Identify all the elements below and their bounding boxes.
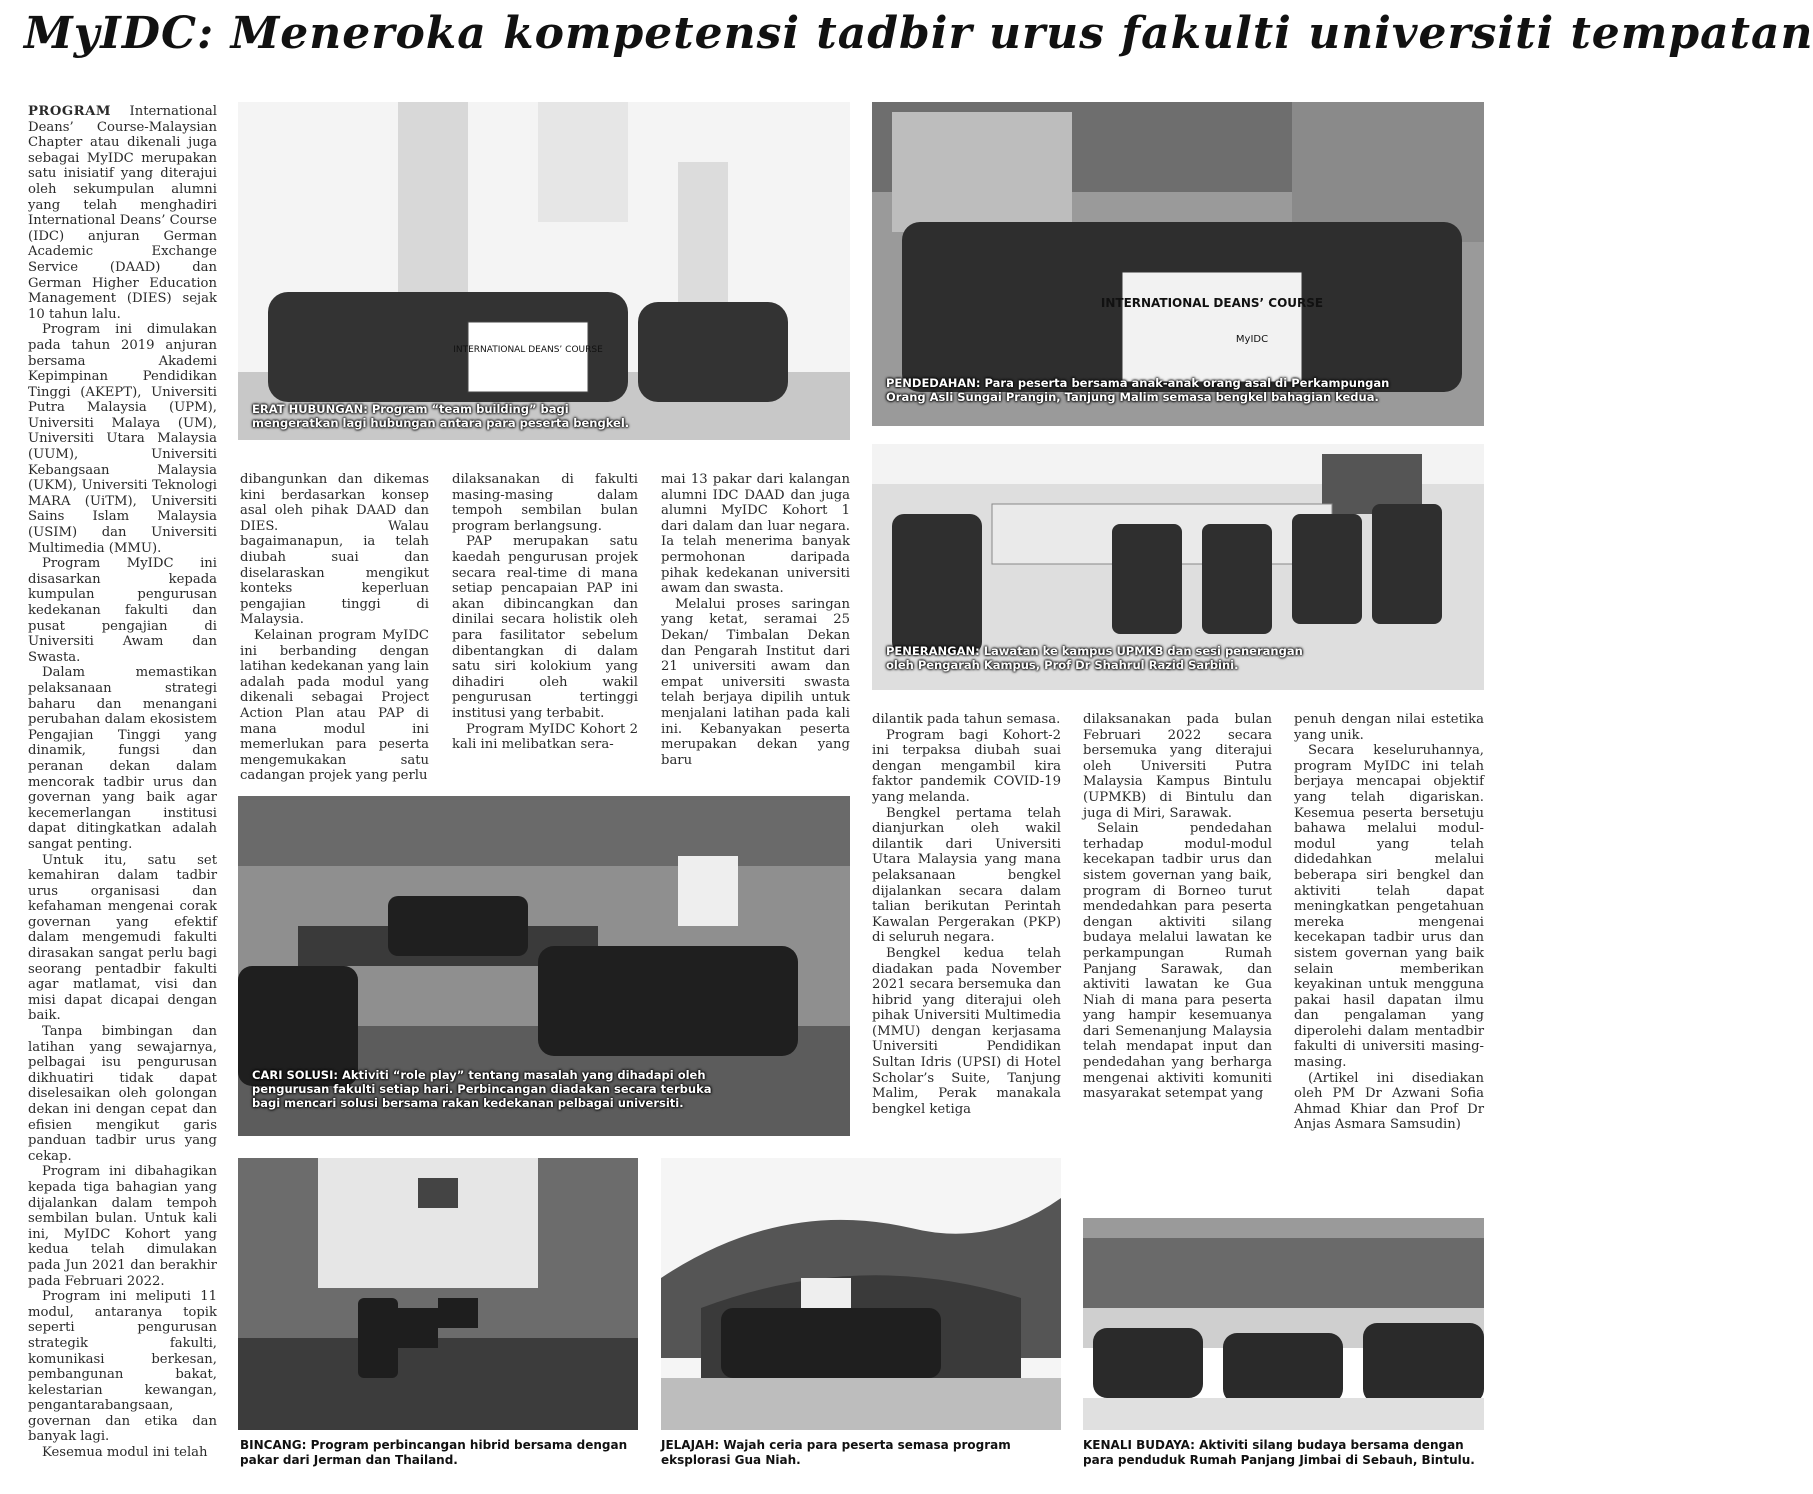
photo-orang-asli: [872, 102, 1484, 426]
article-column-6: [1083, 712, 1272, 1102]
article-text: Program bagi Kohort-2 ini terpaksa diubah suai dengan mengambil kira faktor pandemik COVID-19 yang melanda.: [872, 727, 1061, 805]
article-text: penuh dengan nilai estetika yang unik.: [1294, 712, 1484, 743]
article-paragraph: [240, 472, 429, 628]
article-text: Untuk itu, satu set kemahiran dalam tadbir urus organisasi dan kefahaman mengenai corak governan yang efektif dalam mengemudi fakulti dirasakan sangat perlu bagi seorang pentadbir fakulti agar matlamat, visi dan misi dapat dicapai dengan baik.: [28, 852, 217, 1024]
article-paragraph: [452, 534, 638, 721]
article-text: Bengkel kedua telah diadakan pada November 2021 secara bersemuka dan hibrid yang diterajui oleh pihak Universiti Multimedia (MMU) dengan kerjasama Universiti Pendidikan Sultan Idris (UPSI) di Hotel Scholar’s Suite, Tanjung Malim, Perak manakala bengkel ketiga: [872, 945, 1061, 1117]
photo-kampus-upmkb: [872, 444, 1484, 690]
article-paragraph: [28, 665, 217, 852]
article-text: Program ini meliputi 11 modul, antaranya topik seperti pengurusan strategik fakulti, komunikasi berkesan, pembangunan bakat, kelestarian kewangan, pengantarabangsaan, governan dan etika dan banyak lagi.: [28, 1289, 217, 1445]
caption-kenali-budaya: KENALI BUDAYA: Aktiviti silang budaya bersama dengan para penduduk Rumah Panjang Jimbai di Sebauh, Bintulu.: [1083, 1438, 1475, 1467]
article-text: Program ini dibahagikan kepada tiga bahagian yang dijalankan dalam tempoh sembilan bulan. Untuk kali ini, MyIDC Kohort yang kedua telah dimulakan pada Jun 2021 dan berakhir pada Februari 2022.: [28, 1164, 217, 1289]
article-text: Dalam memastikan pelaksanaan strategi baharu dan menangani perubahan dalam ekosistem Pengajian Tinggi yang dinamik, fungsi dan peranan dekan dalam mencorak tadbir urus dan governan yang baik agar kecemerlangan institusi dapat ditingkatkan adalah sangat penting.: [28, 665, 217, 852]
article-text: Secara keseluruhannya, program MyIDC ini telah berjaya mencapai objektif yang telah digariskan. Kesemua peserta bersetuju bahawa melalui modul-modul yang telah didedahkan melalui beberapa siri bengkel dan aktiviti telah dapat meningkatkan pengetahuan mereka mengenai kecekapan tadbir urus dan sistem governan yang baik selain memberikan keyakinan untuk mengguna pakai hasil dapatan ilmu dan pengalaman yang diperolehi dalam mentadbir fakulti di universiti masing-masing.: [1294, 743, 1484, 1071]
photo-rumah-panjang: [1083, 1158, 1484, 1430]
photo-gua-niah: [661, 1158, 1061, 1430]
caption-cari-solusi: CARI SOLUSI: Aktiviti “role play” tentang masalah yang dihadapi oleh pengurusan fakulti setiap hari. Perbincangan diadakan secara terbuka bagi mencari solusi bersama rakan kedekanan pelbagai universiti.: [252, 1068, 712, 1110]
article-paragraph: [1083, 821, 1272, 1102]
banner-text-1: INTERNATIONAL DEANS’ COURSE: [453, 345, 603, 355]
article-paragraph: [661, 597, 850, 769]
article-text: Program ini dimulakan pada tahun 2019 anjuran bersama Akademi Kepimpinan Pendidikan Tinggi (AKEPT), Universiti Putra Malaysia (UPM), Universiti Malaya (UM), Universiti Utara Malaysia (UUM), Universiti Kebangsaan Malaysia (UKM), Universiti Teknologi MARA (UiTM), Universiti Sains Islam Malaysia (USIM) dan Universiti Multimedia (MMU).: [28, 322, 217, 556]
banner-subtext-2: MyIDC: [1235, 334, 1269, 345]
article-text: Kesemua modul ini telah: [42, 1445, 208, 1461]
article-text: dilaksanakan pada bulan Februari 2022 secara bersemuka yang diterajui oleh Universiti Putra Malaysia Kampus Bintulu (UPMKB) di Bintulu dan juga di Miri, Sarawak.: [1083, 712, 1272, 821]
article-text: Melalui proses saringan yang ketat, seramai 25 Dekan/ Timbalan Dekan dan Pengarah Institut dari 21 universiti awam dan empat universiti swasta telah berjaya dipilih untuk menjalani latihan pada kali ini. Kebanyakan peserta merupakan dekan yang baru: [661, 596, 850, 768]
article-text: Selain pendedahan terhadap modul-modul kecekapan tadbir urus dan sistem governan yang baik, program di Borneo turut mendedahkan para peserta dengan aktiviti silang budaya melalui lawatan ke perkampungan Rumah Panjang Sarawak, dan aktiviti lawatan ke Gua Niah di mana para peserta yang hampir kesemuanya dari Semenanjung Malaysia telah mendapat input dan pendedahan yang berharga mengenai aktiviti komuniti masyarakat setempat yang: [1083, 821, 1272, 1102]
article-text: Tanpa bimbingan dan latihan yang sewajarnya, pelbagai isu pengurusan dikhuatiri tidak dapat diselesaikan oleh golongan dekan ini dengan cepat dan efisien mengikut garis panduan tadbir urus yang cekap.: [28, 1024, 217, 1164]
article-column-7: [1294, 712, 1484, 1133]
article-paragraph: [1083, 712, 1272, 821]
article-text: Program MyIDC Kohort 2 kali ini melibatkan sera-: [452, 721, 638, 753]
article-text: Kelainan program MyIDC ini berbanding dengan latihan kedekanan yang lain adalah pada modul yang dikenali sebagai Project Action Plan atau PAP di mana modul ini memerlukan para peserta mengemukakan satu cadangan projek yang perlu: [240, 627, 429, 784]
article-column-5: [872, 712, 1061, 1117]
article-column-1: [28, 104, 217, 1461]
caption-pendedahan: PENDEDAHAN: Para peserta bersama anak-anak orang asal di Perkampungan Orang Asli Sungai Prangin, Tanjung Malim semasa bengkel bahagian kedua.: [886, 376, 1390, 404]
banner-text-2: INTERNATIONAL DEANS’ COURSE: [1100, 296, 1324, 310]
article-paragraph: [452, 722, 638, 753]
article-paragraph: [661, 472, 850, 597]
article-paragraph: [28, 556, 217, 665]
article-text: dilantik pada tahun semasa.: [872, 712, 1061, 727]
article-text: Bengkel pertama telah dianjurkan oleh wakil dilantik dari Universiti Utara Malaysia yang mana pelaksanaan bengkel dijalankan secara dalam talian berikutan Perintah Kawalan Pergerakan (PKP) di seluruh negara.: [872, 805, 1061, 946]
article-text: Program MyIDC ini disasarkan kepada kumpulan pengurusan kedekanan fakulti dan pusat pengajian di Universiti Awam dan Swasta.: [28, 556, 217, 665]
article-text: dilaksanakan di fakulti masing-masing dalam tempoh sembilan bulan program berlangsung.: [452, 472, 638, 534]
article-paragraph: [28, 1164, 217, 1289]
article-paragraph: [28, 1445, 217, 1461]
article-text: mai 13 pakar dari kalangan alumni IDC DAAD dan juga alumni MyIDC Kohort 1 dari dalam dan luar negara. Ia telah menerima banyak permohonan daripada pihak kedekanan universiti awam dan swasta.: [661, 472, 850, 597]
article-text: International Deans’ Course-Malaysian Chapter atau dikenali juga sebagai MyIDC merupakan satu inisiatif yang diterajui oleh sekumpulan alumni yang telah menghadiri International Deans’ Course (IDC) anjuran German Academic Exchange Service (DAAD) dan German Higher Education Management (DIES) sejak 10 tahun lalu.: [28, 104, 217, 322]
article-paragraph: [28, 322, 217, 556]
article-column-3: [452, 472, 638, 753]
article-column-4: [661, 472, 850, 768]
article-paragraph: [872, 946, 1061, 1118]
article-paragraph: [240, 628, 429, 784]
photo-team-building: [238, 102, 850, 440]
article-paragraph: [1294, 1071, 1484, 1133]
article-column-2: [240, 472, 429, 784]
article-paragraph: [872, 806, 1061, 946]
article-lead: PROGRAM: [28, 104, 111, 119]
article-paragraph: [28, 104, 217, 322]
article-paragraph: [1294, 712, 1484, 743]
article-paragraph: [872, 728, 1061, 806]
caption-jelajah: JELAJAH: Wajah ceria para peserta semasa program eksplorasi Gua Niah.: [661, 1438, 1011, 1467]
caption-erat-hubungan: ERAT HUBUNGAN: Program “team building” bagi mengeratkan lagi hubungan antara para peserta bengkel.: [252, 402, 630, 430]
caption-bincang: BINCANG: Program perbincangan hibrid bersama dengan pakar dari Jerman dan Thailand.: [240, 1438, 628, 1467]
photo-role-play: [238, 796, 850, 1136]
article-paragraph: [1294, 743, 1484, 1070]
caption-penerangan: PENERANGAN: Lawatan ke kampus UPMKB dan sesi penerangan oleh Pengarah Kampus, Prof Dr Shahrul Razid Sarbini.: [886, 644, 1303, 672]
headline: MyIDC: Meneroka kompetensi tadbir urus fakulti universiti tempatan: [24, 8, 1813, 59]
article-text: dibangunkan dan dikemas kini berdasarkan konsep asal oleh pihak DAAD dan DIES. Walau bagaimanapun, ia telah diubah suai dan diselaraskan mengikut konteks keperluan pengajian tinggi di Malaysia.: [240, 472, 429, 628]
article-paragraph: [28, 1024, 217, 1164]
article-text: PAP merupakan satu kaedah pengurusan projek secara real-time di mana setiap pencapaian PAP ini akan dibincangkan dan dinilai secara holistik oleh para fasilitator sebelum dibentangkan di dalam satu siri kolokium yang dihadiri oleh wakil pengurusan tertinggi institusi yang terbabit.: [452, 534, 638, 721]
article-text: (Artikel ini disediakan oleh PM Dr Azwani Sofia Ahmad Khiar dan Prof Dr Anjas Asmara Samsudin): [1294, 1070, 1484, 1133]
article-paragraph: [28, 1289, 217, 1445]
photo-bincang: [238, 1158, 638, 1430]
article-paragraph: [28, 853, 217, 1025]
article-paragraph: [872, 712, 1061, 728]
article-paragraph: [452, 472, 638, 534]
